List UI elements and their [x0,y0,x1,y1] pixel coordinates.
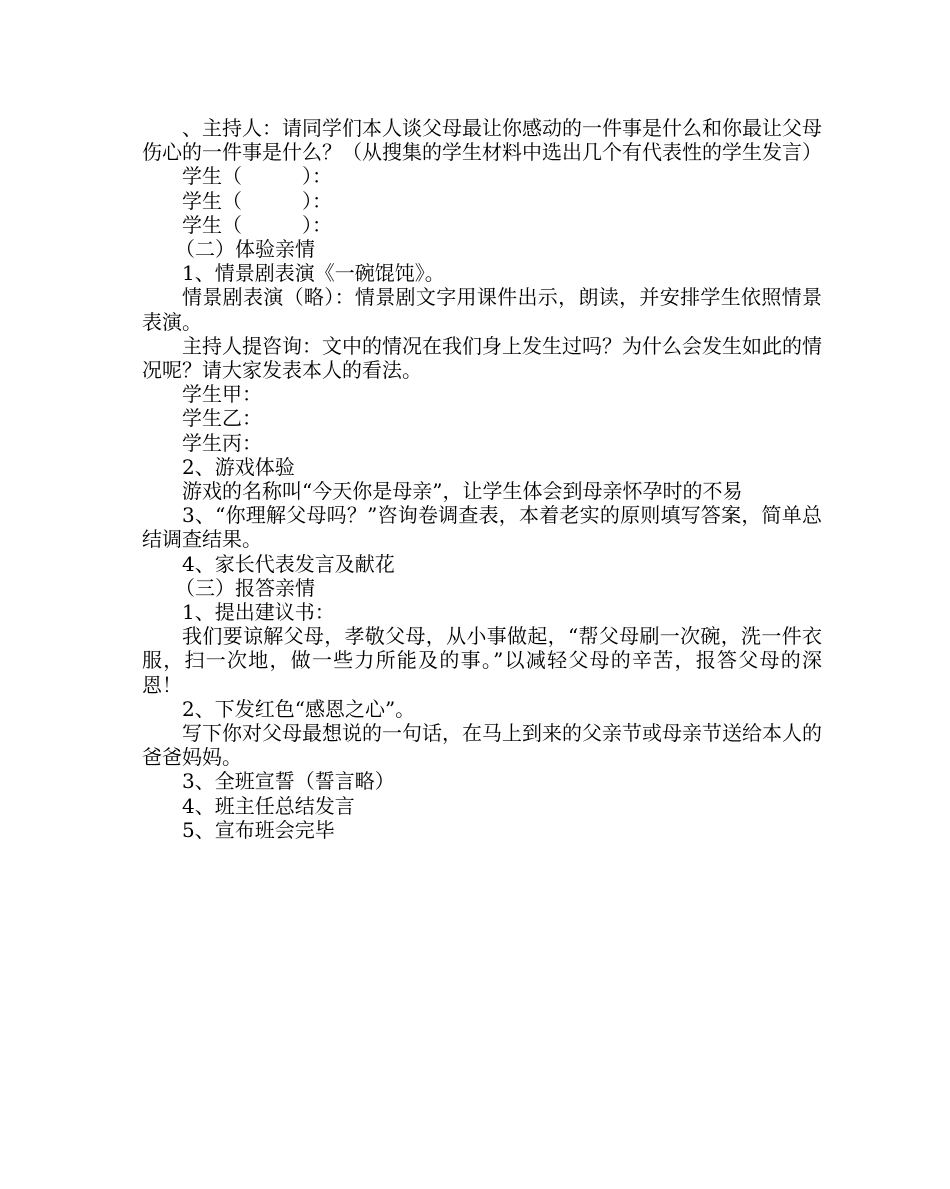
paragraph-student-a: 学生甲： [182,382,262,407]
section-heading-repay: （三）报答亲情 [175,575,315,600]
paragraph-student-c: 学生丙： [182,430,262,455]
paragraph-student-1: 学生（ ）： [182,164,332,189]
paragraph-red-heart: 2、下发红色“感恩之心”。 [182,696,416,721]
paragraph-student-b: 学生乙： [182,406,262,431]
document-page [142,116,822,842]
paragraph-game-title: 2、游戏体验 [182,454,295,479]
paragraph-skit-title: 1、情景剧表演《一碗馄饨》。 [182,261,445,286]
paragraph-proposal-title: 1、提出建议书： [182,600,335,625]
paragraph-game-description: 游戏的名称叫“今天你是母亲”，让学生体会到母亲怀孕时的不易 [182,479,743,504]
paragraph-parent-speech: 4、家长代表发言及献花 [182,551,395,576]
paragraph-skit-description: 情景剧表演（略）：情景剧文字用课件出示，朗读，并安排学生依照情景表演。 [142,285,822,334]
paragraph-student-2: 学生（ ）： [182,188,332,213]
paragraph-student-3: 学生（ ）： [182,212,332,237]
paragraph-teacher-summary: 4、班主任总结发言 [182,793,355,818]
paragraph-host-prompt: 、主持人：请同学们本人谈父母最让你感动的一件事是什么和你最让父母伤心的一件事是什么？（从搜集的学生材料中选出几个有代表性的学生发言） [142,116,822,165]
paragraph-oath: 3、全班宣誓（誓言略） [182,769,395,794]
section-heading-experience: （二）体验亲情 [175,237,315,262]
paragraph-survey: 3、“你理解父母吗？”咨询卷调查表，本着老实的原则填写答案，简单总结调查结果。 [142,503,822,552]
paragraph-meeting-end: 5、宣布班会完毕 [182,817,335,842]
paragraph-proposal-body: 我们要谅解父母，孝敬父母，从小事做起，“帮父母刷一次碗，洗一件衣服，扫一次地，做一些力所能及的事。”以减轻父母的辛苦，报答父母的深恩！ [142,624,822,697]
paragraph-write-message: 写下你对父母最想说的一句话，在马上到来的父亲节或母亲节送给本人的爸爸妈妈。 [142,721,822,770]
paragraph-host-question: 主持人提咨询：文中的情况在我们身上发生过吗？为什么会发生如此的情况呢？请大家发表本人的看法。 [142,333,822,383]
